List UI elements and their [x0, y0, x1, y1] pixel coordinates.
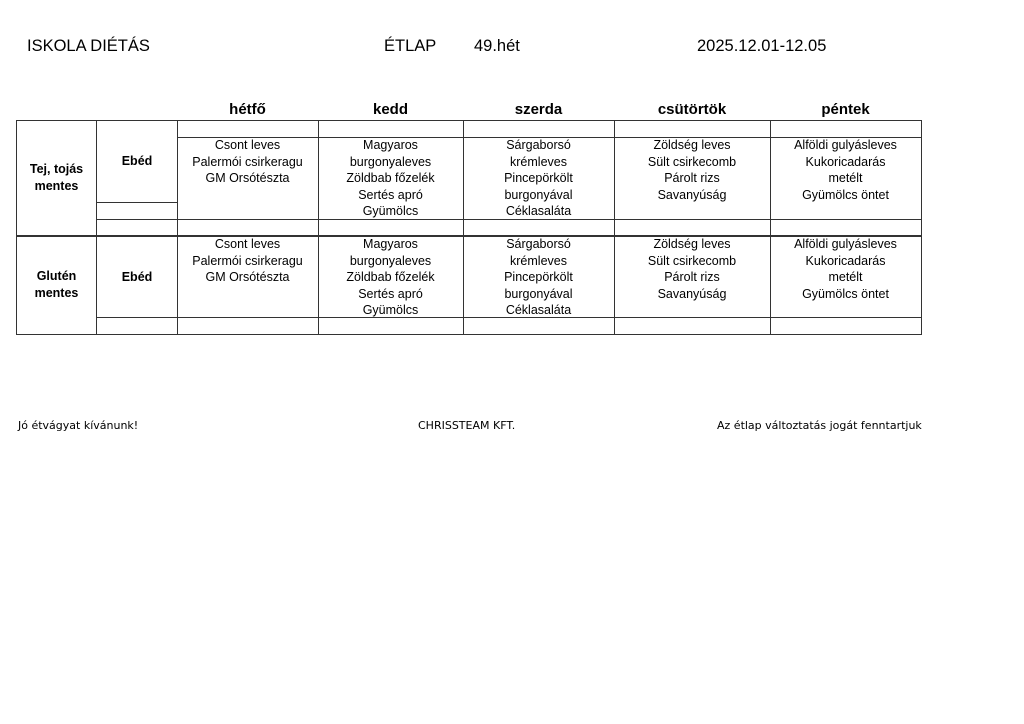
day-header-wednesday: szerda: [514, 101, 563, 118]
dish: Sárgaborsó: [506, 237, 571, 251]
dish: krémleves: [510, 154, 567, 169]
day-header-monday: hétfő: [229, 101, 266, 118]
dish: Párolt rizs: [664, 171, 720, 185]
footer-company: CHRISSTEAM KFT.: [418, 419, 516, 432]
dish: Céklasaláta: [505, 303, 572, 317]
dish: Savanyúság: [657, 286, 727, 301]
dish: Gyümölcs: [362, 204, 419, 218]
dish: Alföldi gulyásleves: [794, 237, 897, 251]
dish: Csont leves: [214, 138, 281, 152]
dish: Gyümölcs öntet: [802, 187, 889, 202]
dish: Magyaros: [363, 237, 418, 251]
dish: metélt: [828, 171, 863, 185]
dish: GM Orsótészta: [205, 270, 290, 284]
dish: Magyaros: [363, 138, 418, 152]
dish: Sárgaborsó: [506, 138, 571, 152]
dish: Sertés apró: [358, 187, 423, 202]
dish: Savanyúság: [657, 187, 727, 202]
meal-label: Ebéd: [121, 270, 153, 284]
dish: burgonyával: [504, 286, 573, 301]
dish: Céklasaláta: [505, 204, 572, 218]
day-header-friday: péntek: [821, 101, 870, 118]
date-range: 2025.12.01-12.05: [697, 37, 827, 55]
dish: Sült csirkecomb: [647, 253, 737, 268]
menu-cell-friday: [770, 137, 921, 203]
school-title: ISKOLA DIÉTÁS: [27, 37, 150, 55]
dish: metélt: [828, 270, 863, 284]
menu-cell-thursday: [614, 236, 770, 302]
dish: GM Orsótészta: [205, 171, 290, 185]
dish: Gyümölcs öntet: [802, 286, 889, 301]
menu-cell-wednesday: [463, 236, 614, 319]
dish: Kukoricadarás: [805, 253, 886, 268]
menu-cell-monday: [177, 137, 318, 187]
dish: burgonyaleves: [349, 154, 432, 169]
menu-cell-tuesday: [318, 236, 463, 319]
dish: Zöldség leves: [653, 138, 731, 152]
footer-disclaimer: Az étlap változtatás jogát fenntartjuk: [717, 419, 922, 432]
menu-cell-friday: [770, 236, 921, 302]
menu-cell-wednesday: [463, 137, 614, 220]
dish: Zöldbab főzelék: [346, 171, 435, 185]
dish: Zöldség leves: [653, 237, 731, 251]
menu-title: ÉTLAP: [384, 37, 437, 55]
dish: Alföldi gulyásleves: [794, 138, 897, 152]
menu-cell-monday: [177, 236, 318, 286]
dish: Palermói csirkeragu: [192, 154, 303, 169]
dish: Palermói csirkeragu: [192, 253, 303, 268]
dish: Gyümölcs: [362, 303, 419, 317]
dish: Sült csirkecomb: [647, 154, 737, 169]
dish: krémleves: [510, 253, 567, 268]
diet-label: Glutén mentes: [34, 269, 79, 300]
dish: burgonyával: [504, 187, 573, 202]
dish: Csont leves: [214, 237, 281, 251]
week-label: 49.hét: [474, 37, 520, 55]
day-header-thursday: csütörtök: [657, 101, 727, 118]
dish: Zöldbab főzelék: [346, 270, 435, 284]
meal-label: Ebéd: [121, 154, 153, 168]
menu-cell-thursday: [614, 137, 770, 203]
dish: Pincepörkölt: [504, 270, 573, 284]
footer-greeting: Jó étvágyat kívánunk!: [18, 419, 139, 432]
day-header-tuesday: kedd: [372, 101, 408, 118]
dish: Kukoricadarás: [805, 154, 886, 169]
menu-cell-tuesday: [318, 137, 463, 220]
dish: Sertés apró: [358, 286, 423, 301]
dish: Párolt rizs: [664, 270, 720, 284]
dish: Pincepörkölt: [504, 171, 573, 185]
diet-label: Tej, tojás mentes: [29, 162, 84, 193]
dish: burgonyaleves: [349, 253, 432, 268]
